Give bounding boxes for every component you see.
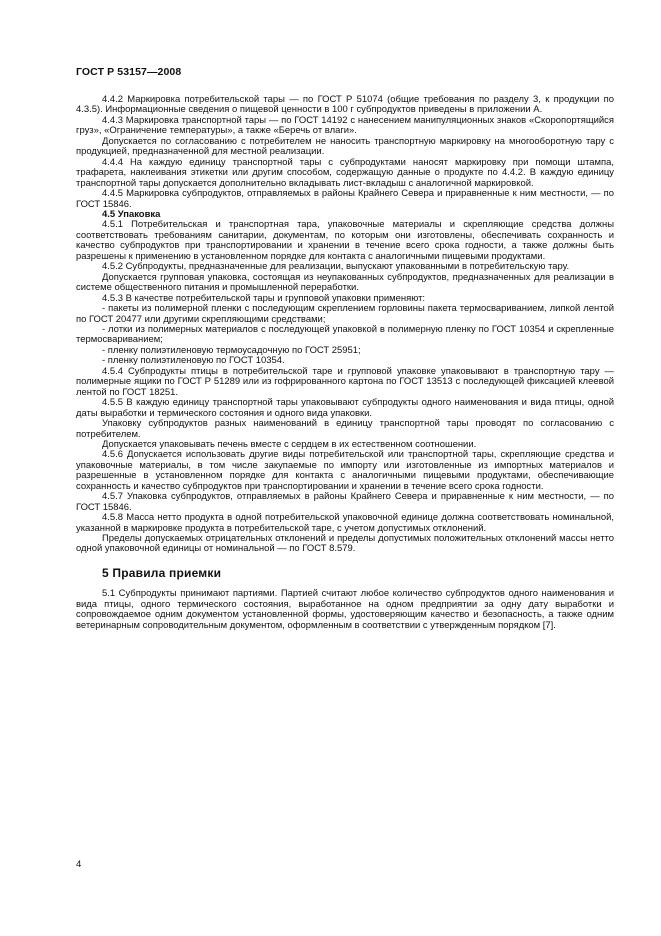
paragraph-4-5-5-note-2: Допускается упаковывать печень вместе с сердцем в их естественном соотношении. (102, 438, 477, 450)
paragraph-4-5-4: 4.5.4 Субпродукты птицы в потребительской таре и групповой упаковке упаковывают в транспортную тару — полимерные ящики по ГОСТ Р 51289 или из гофрированного картона по ГОСТ 13513 с последующей фиксацией клеевой лентой по ГОСТ 18251. (76, 365, 614, 398)
paragraph-4-4-5: 4.4.5 Маркировка субпродуктов, отправляемых в районы Крайнего Севера и приравненные к ним местности, — по ГОСТ 15846. (76, 188, 614, 210)
list-item-packets: - пакеты из полимерной пленки с последующим скреплением горловины пакета термосвариванием, липкой лентой по ГОСТ 20477 или другими скрепляющими средствами; (76, 303, 614, 325)
paragraph-4-4-3-note: Допускается по согласованию с потребителем не наносить транспортную маркировку на многооборотную тару с продукцией, предназначенной для местной реализации. (76, 135, 614, 158)
paragraph-5-1: 5.1 Субпродукты принимают партиями. Партией считают любое количество субпродуктов одного наименования и вида птицы, одного термического состояния, выработанное на одном предприятии за одну дату выработки и сопровождаемое одним документом установленной формы, удостоверяющим качество и безопасность, а также одним ветеринарным сопроводительным документом, оформленным в соответствии с утвержденным порядком [7]. (76, 588, 614, 631)
paragraph-4-5-5: 4.5.5 В каждую единицу транспортной тары упаковывают субпродукты одного наименования и вида птицы, одной даты выработки и термического состояния и одного вида упаковки. (76, 397, 614, 419)
paragraph-4-4-2: 4.4.2 Маркировка потребительской тары — по ГОСТ Р 51074 (общие требования по разделу 3, к продукции по 4.3.5). Информационные сведения о пищевой ценности в 100 г субпродуктов приведены в приложении А. (76, 94, 614, 116)
page-number: 4 (76, 859, 82, 870)
paragraph-4-5-5-note-1: Упаковку субпродуктов разных наименований в единицу транспортной тары проводят по согласованию с потребителем. (76, 418, 614, 440)
paragraph-4-5-6: 4.5.6 Допускается использовать другие виды потребительской или транспортной тары, скрепляющие средства и упаковочные материалы, в том числе закупаемые по импорту или изготовленные из импортных материалов и разрешенные в установленном порядке для контакта с аналогичными пищевыми продуктами, обеспечивающие сохранность и качество субпродуктов при транспортировании и хранении в течение всего срока годности. (76, 449, 614, 492)
paragraph-4-5-2-note: Допускается групповая упаковка, состоящая из неупакованных субпродуктов, предназначенных для реализации в системе общественного питания и промышленной переработки. (76, 271, 614, 294)
paragraph-4-5-2: 4.5.2 Субпродукты, предназначенные для реализации, выпускают упакованными в потребительскую тару. (102, 261, 570, 273)
list-item-trays: - лотки из полимерных материалов с последующей упаковкой в полимерную пленку по ГОСТ 10354 и скрепленные термосвариванием; (76, 323, 614, 346)
document-body (76, 95, 614, 631)
list-item-shrink-film: - пленку полиэтиленовую термоусадочную по ГОСТ 25951; (102, 344, 361, 356)
paragraph-4-5-1: 4.5.1 Потребительская и транспортная тара, упаковочные материалы и скрепляющие средства должны соответствовать требованиям санитарии, документам, по которым они изготовлены, обеспечивать сохранность и качество субпродуктов при транспортировании и хранении в течение всего срока годности, а также должны быть разрешены к применению в установленном порядке для контакта с аналогичными пищевыми продуктами. (76, 219, 614, 262)
paragraph-4-5-7: 4.5.7 Упаковка субпродуктов, отправляемых в районы Крайнего Севера и приравненные к ним местности, — по ГОСТ 15846. (76, 491, 614, 513)
paragraph-4-5-8: 4.5.8 Масса нетто продукта в одной потребительской упаковочной единице должна соответствовать номинальной, указанной в маркировке продукта в потребительской таре, с учетом допустимых отклонений. (76, 512, 614, 534)
paragraph-4-5-8-note: Пределы допускаемых отрицательных отклонений и пределы допустимых положительных отклонений массы нетто одной упаковочной единицы от номинальной — по ГОСТ 8.579. (76, 533, 614, 555)
paragraph-4-5-3: 4.5.3 В качестве потребительской тары и групповой упаковки применяют: (102, 292, 426, 304)
list-item-polyethylene-film: - пленку полиэтиленовую по ГОСТ 10354. (102, 355, 285, 367)
section-5-heading: 5 Правила приемки (102, 565, 222, 580)
section-4-5-heading: 4.5 Упаковка (102, 208, 161, 220)
paragraph-4-4-4: 4.4.4 На каждую единицу транспортной тары с субпродуктами наносят маркировку при помощи штампа, трафарета, наклеивания этикетки или другим способом, содержащую данные о продукте по 4.4.2. В каждую единицу транспортной тары допускается дополнительно вкладывать лист-вкладыш с аналогичной маркировкой. (76, 156, 614, 189)
document-header-id: ГОСТ Р 53157—2008 (76, 66, 182, 78)
paragraph-4-4-3: 4.4.3 Маркировка транспортной тары — по ГОСТ 14192 с нанесением манипуляционных знаков «Скоропортящийся груз», «Ограничение температуры», а также «Беречь от влаги». (76, 114, 614, 137)
